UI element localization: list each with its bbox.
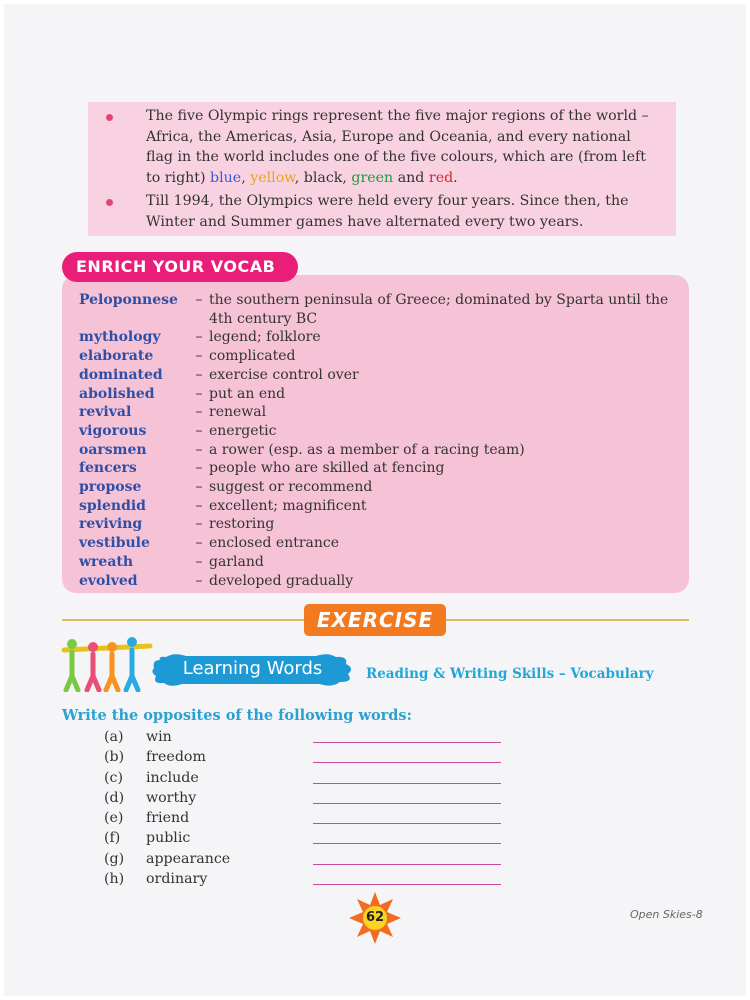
- vocab-definition: put an end: [209, 385, 286, 402]
- fact-text: Till 1994, the Olympics were held every four years. Since then, the Winter and Summer games have alternated every two years.: [146, 193, 629, 230]
- bullet-dot-icon: [106, 199, 113, 206]
- children-holding-hands-icon: [60, 636, 155, 692]
- vocab-entry: [79, 572, 679, 591]
- question-letter: (f): [104, 830, 121, 847]
- olympic-facts-box: [88, 102, 676, 236]
- vocab-dash: –: [195, 479, 203, 496]
- vocab-dash: –: [195, 292, 203, 308]
- vocab-entry: [79, 497, 679, 516]
- vocab-entry: [79, 441, 679, 460]
- vocab-definition: exercise control over: [209, 366, 359, 383]
- vocab-entry: [79, 478, 679, 497]
- question-word: friend: [146, 810, 190, 827]
- question-letter: (c): [104, 769, 124, 786]
- vocab-dash: –: [195, 460, 203, 477]
- vocab-definition: legend; folklore: [209, 329, 321, 346]
- vocab-entry: [79, 366, 679, 385]
- vocab-entry: [79, 515, 679, 534]
- vocab-entry: [79, 422, 679, 441]
- page-number: 62: [365, 910, 385, 925]
- vocab-definition: the southern peninsula of Greece; dominated by Sparta until the 4th century BC: [209, 292, 669, 327]
- answer-line[interactable]: [313, 864, 501, 865]
- vocab-entry: [79, 553, 679, 572]
- vocab-dash: –: [195, 348, 203, 365]
- book-title: Open Skies-8: [630, 908, 703, 921]
- answer-line[interactable]: [313, 884, 501, 885]
- vocab-definition: energetic: [209, 422, 277, 439]
- vocab-definition: suggest or recommend: [209, 479, 373, 496]
- vocab-entry: [79, 534, 679, 553]
- vocab-dash: –: [195, 572, 203, 589]
- vocab-dash: –: [195, 441, 203, 458]
- bullet-dot-icon: [106, 114, 113, 121]
- vocab-word: vestibule: [79, 535, 150, 552]
- vocab-definition: complicated: [209, 348, 296, 365]
- vocab-dash: –: [195, 329, 203, 346]
- question-item: [104, 768, 524, 788]
- fact-item: [106, 191, 662, 232]
- vocab-entry: [79, 403, 679, 422]
- vocab-word: abolished: [79, 385, 155, 402]
- question-letter: (g): [104, 850, 125, 867]
- vocab-definition: restoring: [209, 516, 275, 533]
- question-word: win: [146, 729, 172, 745]
- question-item: [104, 727, 524, 747]
- vocab-word: mythology: [79, 329, 161, 346]
- vocab-entry: [79, 459, 679, 478]
- vocab-word: wreath: [79, 553, 134, 570]
- answer-line[interactable]: [313, 742, 501, 743]
- exercise-instruction: Write the opposites of the following words:: [62, 707, 412, 724]
- question-item: [104, 788, 524, 808]
- vocab-word: propose: [79, 479, 142, 496]
- question-word: include: [146, 769, 199, 786]
- vocab-title: ENRICH YOUR VOCAB: [62, 252, 298, 282]
- vocab-definition: developed gradually: [209, 572, 354, 589]
- question-letter: (h): [104, 871, 125, 888]
- exercise-badge: EXERCISE: [304, 604, 446, 636]
- vocab-list: [79, 291, 679, 590]
- vocab-word: splendid: [79, 497, 146, 514]
- answer-line[interactable]: [313, 823, 501, 824]
- vocab-dash: –: [195, 404, 203, 421]
- vocab-word: revival: [79, 404, 132, 421]
- vocab-definition: excellent; magnificent: [209, 497, 367, 514]
- question-item: [104, 849, 524, 869]
- section-title: Learning Words: [182, 658, 323, 679]
- vocab-word: dominated: [79, 366, 163, 383]
- vocab-entry: [79, 328, 679, 347]
- answer-line[interactable]: [313, 762, 501, 763]
- question-letter: (a): [104, 729, 124, 745]
- vocab-dash: –: [195, 422, 203, 439]
- vocab-word: reviving: [79, 516, 143, 533]
- vocab-dash: –: [195, 366, 203, 383]
- answer-line[interactable]: [313, 843, 501, 844]
- fact-text: The five Olympic rings represent the five major regions of the world – Africa, the Americas, Asia, Europe and Oceania, and every national flag in the world includes one of the five colours, which are (from left to right) blue, yellow, black, green and red.: [146, 108, 649, 186]
- question-word: public: [146, 830, 191, 847]
- vocab-definition: enclosed entrance: [209, 535, 340, 552]
- vocab-word: fencers: [79, 460, 137, 477]
- vocab-dash: –: [195, 385, 203, 402]
- question-item: [104, 828, 524, 848]
- vocab-dash: –: [195, 553, 203, 570]
- vocab-entry: [79, 385, 679, 404]
- vocab-entry: [79, 347, 679, 366]
- fact-item: [106, 106, 662, 188]
- question-letter: (d): [104, 789, 125, 806]
- vocab-dash: –: [195, 535, 203, 552]
- vocab-dash: –: [195, 516, 203, 533]
- vocab-word: oarsmen: [79, 441, 147, 458]
- vocab-word: Peloponnese: [79, 292, 178, 308]
- question-word: worthy: [146, 789, 197, 806]
- question-item: [104, 808, 524, 828]
- vocab-definition: people who are skilled at fencing: [209, 460, 445, 477]
- answer-line[interactable]: [313, 803, 501, 804]
- question-item: [104, 869, 524, 889]
- question-list: [104, 727, 524, 889]
- vocab-definition: renewal: [209, 404, 267, 421]
- question-word: freedom: [146, 749, 206, 766]
- question-letter: (e): [104, 810, 124, 827]
- vocab-dash: –: [195, 497, 203, 514]
- question-word: appearance: [146, 850, 231, 867]
- skills-label: Reading & Writing Skills – Vocabulary: [366, 666, 654, 682]
- vocab-word: evolved: [79, 572, 138, 589]
- question-item: [104, 747, 524, 767]
- vocab-definition: a rower (esp. as a member of a racing team): [209, 441, 525, 458]
- question-letter: (b): [104, 749, 125, 766]
- vocab-definition: garland: [209, 553, 264, 570]
- answer-line[interactable]: [313, 783, 501, 784]
- vocab-entry: [79, 291, 679, 328]
- question-word: ordinary: [146, 871, 208, 888]
- vocab-word: elaborate: [79, 348, 154, 365]
- vocab-word: vigorous: [79, 422, 147, 439]
